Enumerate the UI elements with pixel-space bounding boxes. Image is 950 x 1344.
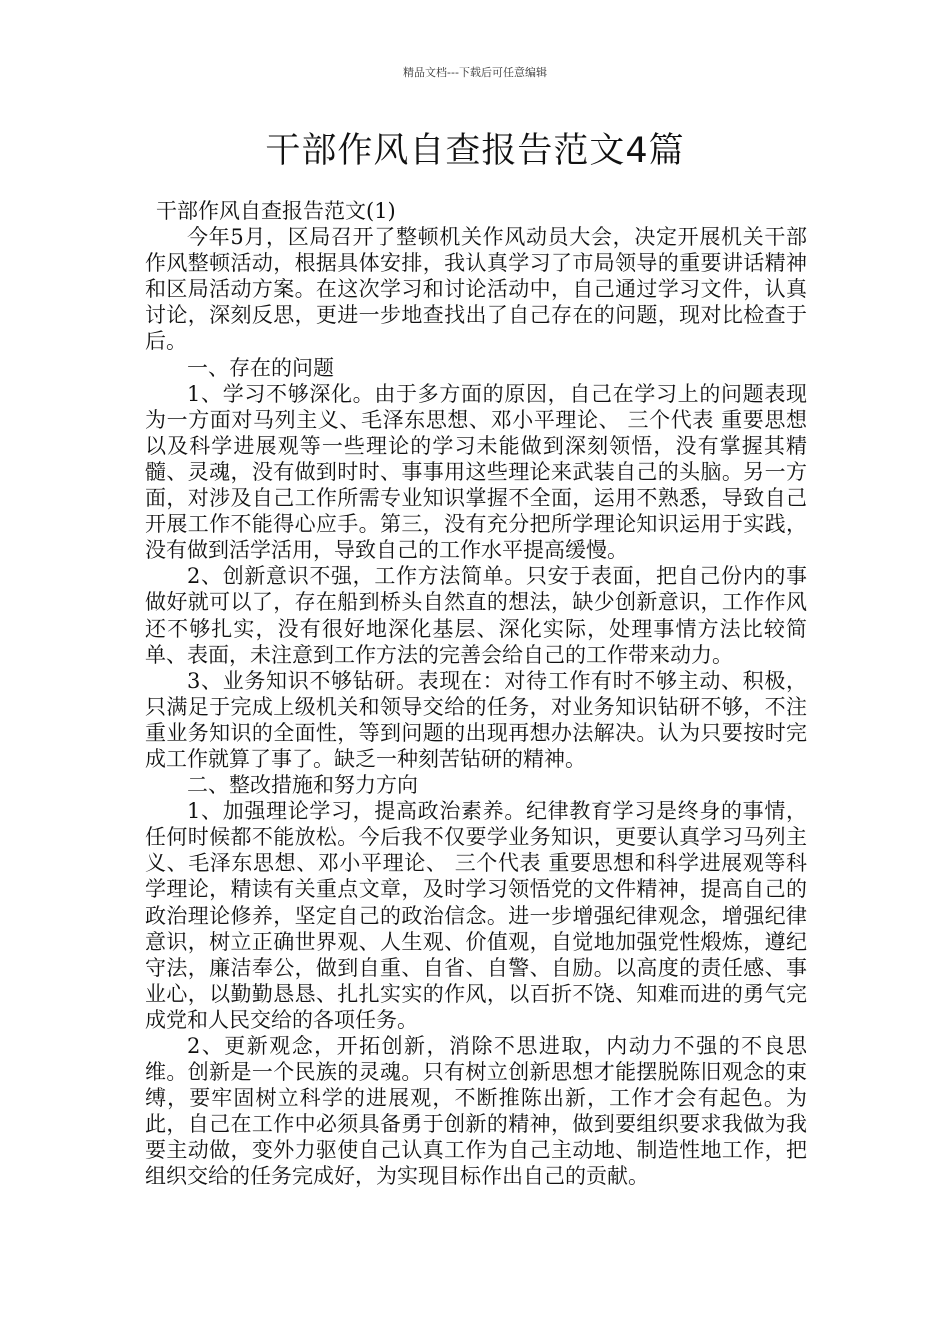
paragraph-problem-1: 1、学习不够深化。由于多方面的原因，自己在学习上的问题表现为一方面对马列主义、毛泽东思想、邓小平理论、 三个代表 重要思想以及科学进展观等一些理论的学习未能做到深刻领悟，没有掌握其精髓、灵魂，没有做到时时、事事用这些理论来武装自己的头脑。另一方面，对涉及自己工作所需专业知识掌握不全面，运用不熟悉，导致自己开展工作不能得心应手。第三，没有充分把所学理论知识运用于实践，没有做到活学活用，导致自己的工作水平提高缓慢。 [145,381,807,563]
document-title: 干部作风自查报告范文4篇 [265,131,685,171]
document-body [145,198,807,1190]
paragraph-measure-2: 2、更新观念，开拓创新，消除不思进取，内动力不强的不良思维。创新是一个民族的灵魂。只有树立创新思想才能摆脱陈旧观念的束缚，要牢固树立科学的进展观，不断推陈出新，工作才会有起色。为此，自己在工作中必须具备勇于创新的精神，做到要组织要求我做为我要主动做，变外力驱使自己认真工作为自己主动地、制造性地工作，把组织交给的任务完成好，为实现目标作出自己的贡献。 [145,1034,807,1189]
section-heading-problems: 一、存在的问题 [187,355,334,380]
header-note: 精品文档---下载后可任意编辑 [403,66,547,79]
paragraph-problem-3: 3、业务知识不够钻研。表现在：对待工作有时不够主动、积极，只满足于完成上级机关和领导交给的任务，对业务知识钻研不够，不注重业务知识的全面性，等到问题的出现再想办法解决。认为只要按时完成工作就算了事了。缺乏一种刻苦钻研的精神。 [145,668,807,771]
section-heading-measures: 二、整改措施和努力方向 [187,773,418,798]
paragraph-problem-2: 2、创新意识不强，工作方法简单。只安于表面，把自己份内的事做好就可以了，存在船到桥头自然直的想法，缺少创新意识，工作作风还不够扎实，没有很好地深化基层、深化实际，处理事情方法比较简单、表面，未注意到工作方法的完善会给自己的工作带来动力。 [145,564,807,667]
paragraph-intro: 今年5月，区局召开了整顿机关作风动员大会，决定开展机关干部作风整顿活动，根据具体安排，我认真学习了市局领导的重要讲话精神和区局活动方案。在这次学习和讨论活动中，自己通过学习文件，认真讨论，深刻反思，更进一步地查找出了自己存在的问题，现对比检查于后。 [145,225,807,354]
paragraph-measure-1: 1、加强理论学习，提高政治素养。纪律教育学习是终身的事情，任何时候都不能放松。今后我不仅要学业务知识，更要认真学习马列主义、毛泽东思想、邓小平理论、 三个代表 重要思想和科学进展观等科学理论，精读有关重点文章，及时学习领悟党的文件精神，提高自己的政治理论修养，坚定自己的政治信念。进一步增强纪律观念，增强纪律意识，树立正确世界观、人生观、价值观，自觉地加强党性煅炼，遵纪守法，廉洁奉公，做到自重、自省、自警、自励。以高度的责任感、事业心，以勤勤恳恳、扎扎实实的作风，以百折不饶、知难而进的勇气完成党和人民交给的各项任务。 [145,799,807,1032]
document-subtitle: 干部作风自查报告范文(1) [156,199,396,223]
